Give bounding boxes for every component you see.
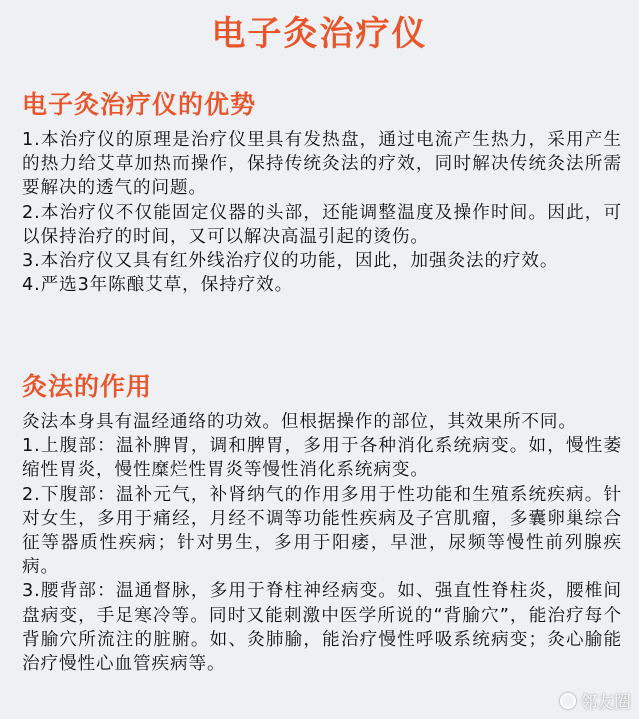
section-advantages (22, 88, 622, 297)
advantage-item-1: 1.本治疗仪的原理是治疗仪里具有发热盘，通过电流产生热力，采用产生的热力给艾草加热而操作，保持传统灸法的疗效，同时解决传统灸法所需要解决的透气的问题。 (22, 130, 622, 199)
advantage-item-4: 4.严选3年陈酿艾草，保持疗效。 (22, 275, 294, 296)
page-title: 电子灸治疗仪 (211, 14, 428, 54)
section-heading-advantages: 电子灸治疗仪的优势 (22, 90, 257, 119)
advantage-item-2: 2.本治疗仪不仅能固定仪器的头部，还能调整温度及操作时间。因此，可以保持治疗的时间，又可以解决高温引起的烫伤。 (22, 202, 622, 247)
effect-item-3: 3.腰背部：温通督脉，多用于脊柱神经病变。如、强直性脊柱炎，腰椎间盘病变，手足寒冷等。同时又能刺激中医学所说的“背腧穴”，能治疗每个背腧穴所流注的脏腑。如、灸肺腧，能治疗慢性呼吸系统病变；灸心腧能治疗慢性心血管疾病等。 (22, 581, 622, 675)
circle-logo-icon (560, 693, 576, 709)
effect-item-2: 2.下腹部：温补元气，补肾纳气的作用多用于性功能和生殖系统疾病。针对女生，多用于痛经，月经不调等功能性疾病及子宫肌瘤，多囊卵巢综合征等器质性疾病；针对男生，多用于阳痿，早泄，尿频等慢性前列腺疾病。 (22, 484, 622, 578)
watermark (560, 688, 631, 713)
section-heading-effects: 灸法的作用 (22, 372, 153, 401)
effect-item-1: 1.上腹部：温补脾胃，调和脾胃，多用于各种消化系统病变。如，慢性萎缩性胃炎，慢性糜烂性胃炎等慢性消化系统病变。 (22, 436, 622, 481)
advantage-item-3: 3.本治疗仪又具有红外线治疗仪的功能，因此，加强灸法的疗效。 (22, 251, 559, 272)
effects-intro: 灸法本身具有温经通络的功效。但根据操作的部位，其效果所不同。 (22, 412, 577, 432)
watermark-text: 邻友圈 (580, 693, 631, 713)
section-effects (22, 370, 622, 676)
